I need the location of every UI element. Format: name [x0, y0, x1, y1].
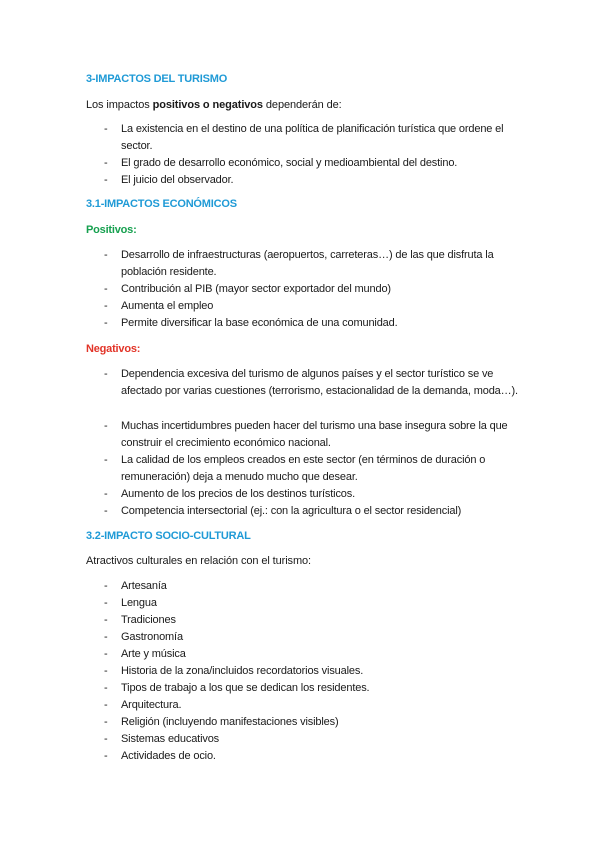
bullet-dash: - [104, 750, 108, 762]
list-item-text: Aumenta el empleo [121, 300, 214, 312]
list-item-text: Tradiciones [121, 614, 176, 626]
list-item-text: Artesanía [121, 580, 167, 592]
bullet-dash: - [104, 368, 108, 380]
list-item-text: Permite diversificar la base económica de una comunidad. [121, 317, 398, 329]
intro-text-b: dependerán de: [262, 99, 342, 111]
bullet-dash: - [104, 699, 108, 711]
list-item [104, 697, 524, 714]
bullet-dash: - [104, 648, 108, 660]
list-item [104, 298, 524, 315]
list-item-text: Contribución al PIB (mayor sector exportador del mundo) [121, 283, 391, 295]
list-item [104, 595, 524, 612]
list-item-text: Muchas incertidumbres pueden hacer del turismo una base insegura sobre la que construir el crecimiento económico nacional. [121, 420, 508, 450]
list-item [104, 629, 524, 646]
list-item [104, 452, 524, 486]
bullet-dash: - [104, 454, 108, 466]
list-item [104, 578, 524, 595]
list-item [104, 646, 524, 663]
bullet-dash: - [104, 505, 108, 517]
section-3-2-intro: Atractivos culturales en relación con el turismo: [86, 555, 311, 567]
list-item [104, 281, 524, 298]
section-3-1-heading: 3.1-IMPACTOS ECONÓMICOS [86, 198, 237, 210]
list-item [104, 315, 524, 332]
list-item-text: Historia de la zona/incluidos recordatorios visuales. [121, 665, 364, 677]
list-item [104, 748, 524, 765]
bullet-dash: - [104, 716, 108, 728]
list-item-text: Tipos de trabajo a los que se dedican los residentes. [121, 682, 370, 694]
list-item-text: Dependencia excesiva del turismo de algunos países y el sector turístico se ve afectado por varias cuestiones (terrorismo, estacionalidad de la demanda, moda…). [121, 368, 518, 398]
list-item [104, 612, 524, 629]
bullet-dash: - [104, 317, 108, 329]
list-item-text: Arte y música [121, 648, 186, 660]
bullet-dash: - [104, 614, 108, 626]
list-item-text: Arquitectura. [121, 699, 182, 711]
bullet-dash: - [104, 283, 108, 295]
intro-text-a: Los impactos [86, 99, 153, 111]
list-item [104, 247, 524, 281]
list-item [104, 121, 524, 155]
list-item [104, 680, 524, 697]
list-item [104, 714, 524, 731]
list-item-text: Gastronomía [121, 631, 183, 643]
bullet-dash: - [104, 682, 108, 694]
list-item-text: Religión (incluyendo manifestaciones visibles) [121, 716, 339, 728]
bullet-dash: - [104, 123, 108, 135]
section-3-intro [86, 99, 342, 111]
list-item-text: El grado de desarrollo económico, social y medioambiental del destino. [121, 157, 458, 169]
bullet-dash: - [104, 300, 108, 312]
section-3-2-heading: 3.2-IMPACTO SOCIO-CULTURAL [86, 530, 251, 542]
bullet-dash: - [104, 488, 108, 500]
bullet-dash: - [104, 733, 108, 745]
list-item [104, 486, 524, 503]
positivos-label: Positivos: [86, 224, 137, 236]
list-item [104, 155, 524, 172]
bullet-dash: - [104, 597, 108, 609]
list-item-text: La existencia en el destino de una política de planificación turística que ordene el sector. [121, 123, 504, 153]
bullet-dash: - [104, 631, 108, 643]
bullet-dash: - [104, 174, 108, 186]
list-item-text: La calidad de los empleos creados en este sector (en términos de duración o remuneración) deja a menudo mucho que desear. [121, 454, 486, 484]
list-item [104, 418, 524, 452]
list-item [104, 663, 524, 680]
list-item-text: Sistemas educativos [121, 733, 220, 745]
list-item-text: Competencia intersectorial (ej.: con la agricultura o el sector residencial) [121, 505, 462, 517]
list-item [104, 172, 524, 189]
intro-bold: positivos o negativos [152, 99, 263, 111]
negativos-label: Negativos: [86, 343, 141, 355]
bullet-dash: - [104, 580, 108, 592]
list-item [104, 731, 524, 748]
list-item-text: Actividades de ocio. [121, 750, 216, 762]
bullet-dash: - [104, 249, 108, 261]
list-item [104, 366, 524, 400]
bullet-dash: - [104, 157, 108, 169]
list-item [104, 503, 524, 520]
list-item-text: Desarrollo de infraestructuras (aeropuertos, carreteras…) de las que disfruta la población residente. [121, 249, 494, 279]
bullet-dash: - [104, 420, 108, 432]
list-item-text: Aumento de los precios de los destinos turísticos. [121, 488, 356, 500]
list-item-text: Lengua [121, 597, 157, 609]
list-item-text: El juicio del observador. [121, 174, 234, 186]
bullet-dash: - [104, 665, 108, 677]
section-3-heading: 3-IMPACTOS DEL TURISMO [86, 73, 228, 85]
